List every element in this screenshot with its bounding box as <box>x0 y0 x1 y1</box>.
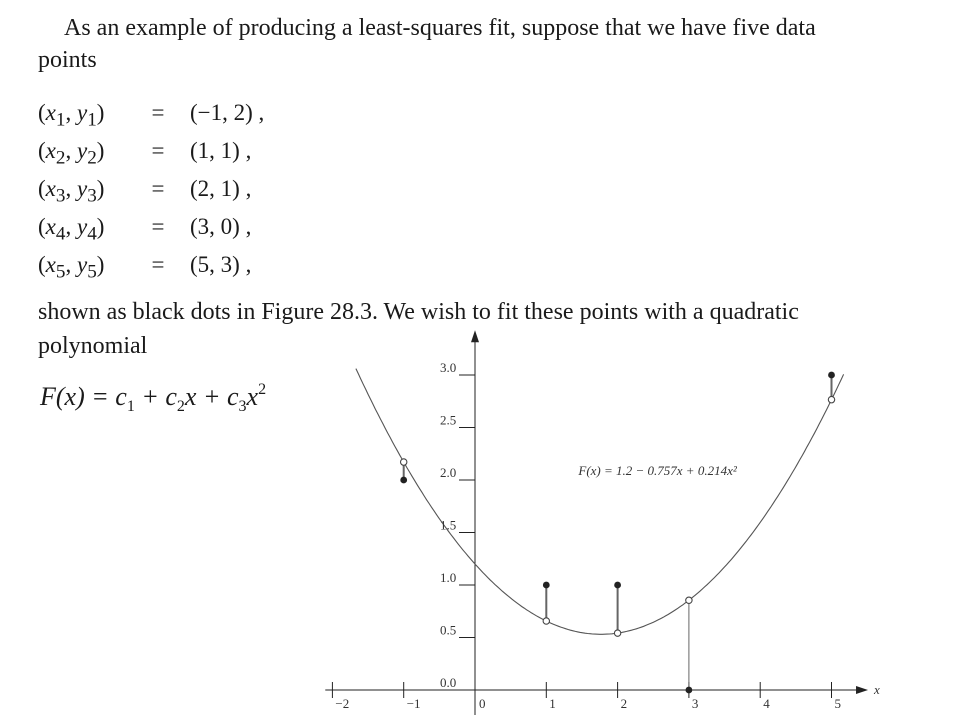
y-tick-label: 3.0 <box>440 360 457 375</box>
equation-lhs: ($x_1$, $y_1$) <box>38 100 105 131</box>
fit-curve-layer <box>356 369 844 635</box>
data-point <box>543 582 550 589</box>
fitted-point <box>614 630 620 636</box>
fitted-point <box>828 396 834 402</box>
fitted-point <box>401 459 407 465</box>
data-point <box>614 582 621 589</box>
x-tick-label: −2 <box>335 696 350 711</box>
equals-sign: = <box>151 176 165 201</box>
x-tick-label: −1 <box>406 696 421 711</box>
x-tick-label: 1 <box>549 696 556 711</box>
x-tick-label: 5 <box>834 696 841 711</box>
y-tick-label: 1.0 <box>440 570 457 585</box>
data-point <box>400 477 407 484</box>
polynomial-formula: $F(x) = c_1 + c_2x + c_3x^2$ <box>40 381 267 416</box>
equation-rhs: (5, 3) , <box>190 252 252 277</box>
equation-rhs: (3, 0) , <box>190 214 252 239</box>
x-tick-label: 2 <box>620 696 628 711</box>
equation-rhs: (2, 1) , <box>190 176 252 201</box>
fitted-point <box>543 618 549 624</box>
x-tick-label: 0 <box>479 696 486 711</box>
intro-line-1: As an example of producing a least-squares fit, suppose that we have five data <box>64 15 816 41</box>
curve-equation-label: F(x) = 1.2 − 0.757x + 0.214x² <box>578 462 737 478</box>
data-point <box>686 687 693 694</box>
x-tick-label: 3 <box>691 696 699 711</box>
y-tick-label: 2.0 <box>440 465 457 480</box>
equation-lhs: ($x_3$, $y_3$) <box>38 176 105 207</box>
fitted-point <box>686 597 692 603</box>
x-axis-label: x <box>874 682 880 697</box>
x-axis-arrow <box>856 686 868 694</box>
equals-sign: = <box>151 138 165 163</box>
body-line-1: shown as black dots in Figure 28.3. We wish to fit these points with a quadratic <box>38 299 799 325</box>
fit-curve <box>356 369 844 635</box>
intro-line-2: points <box>38 47 97 73</box>
y-axis-arrow <box>471 330 479 342</box>
y-tick-label: 1.5 <box>440 517 457 533</box>
axes <box>325 330 868 715</box>
y-tick-label: 0.0 <box>440 675 457 690</box>
y-tick-label: 2.5 <box>440 412 457 428</box>
equation-lhs: ($x_5$, $y_5$) <box>38 252 105 283</box>
equals-sign: = <box>151 214 165 239</box>
equation-lhs: ($x_4$, $y_4$) <box>38 214 105 245</box>
y-tick-label: 0.5 <box>440 622 457 638</box>
least-squares-figure <box>300 330 880 720</box>
equation-rhs: (−1, 2) , <box>190 100 265 125</box>
equals-sign: = <box>151 252 165 277</box>
equals-sign: = <box>151 100 165 125</box>
tick-labels-layer <box>335 330 880 711</box>
equation-rhs: (1, 1) , <box>190 138 252 163</box>
data-point <box>828 372 835 379</box>
x-tick-label: 4 <box>763 696 770 711</box>
body-line-2: polynomial <box>38 333 148 359</box>
equation-lhs: ($x_2$, $y_2$) <box>38 138 105 169</box>
